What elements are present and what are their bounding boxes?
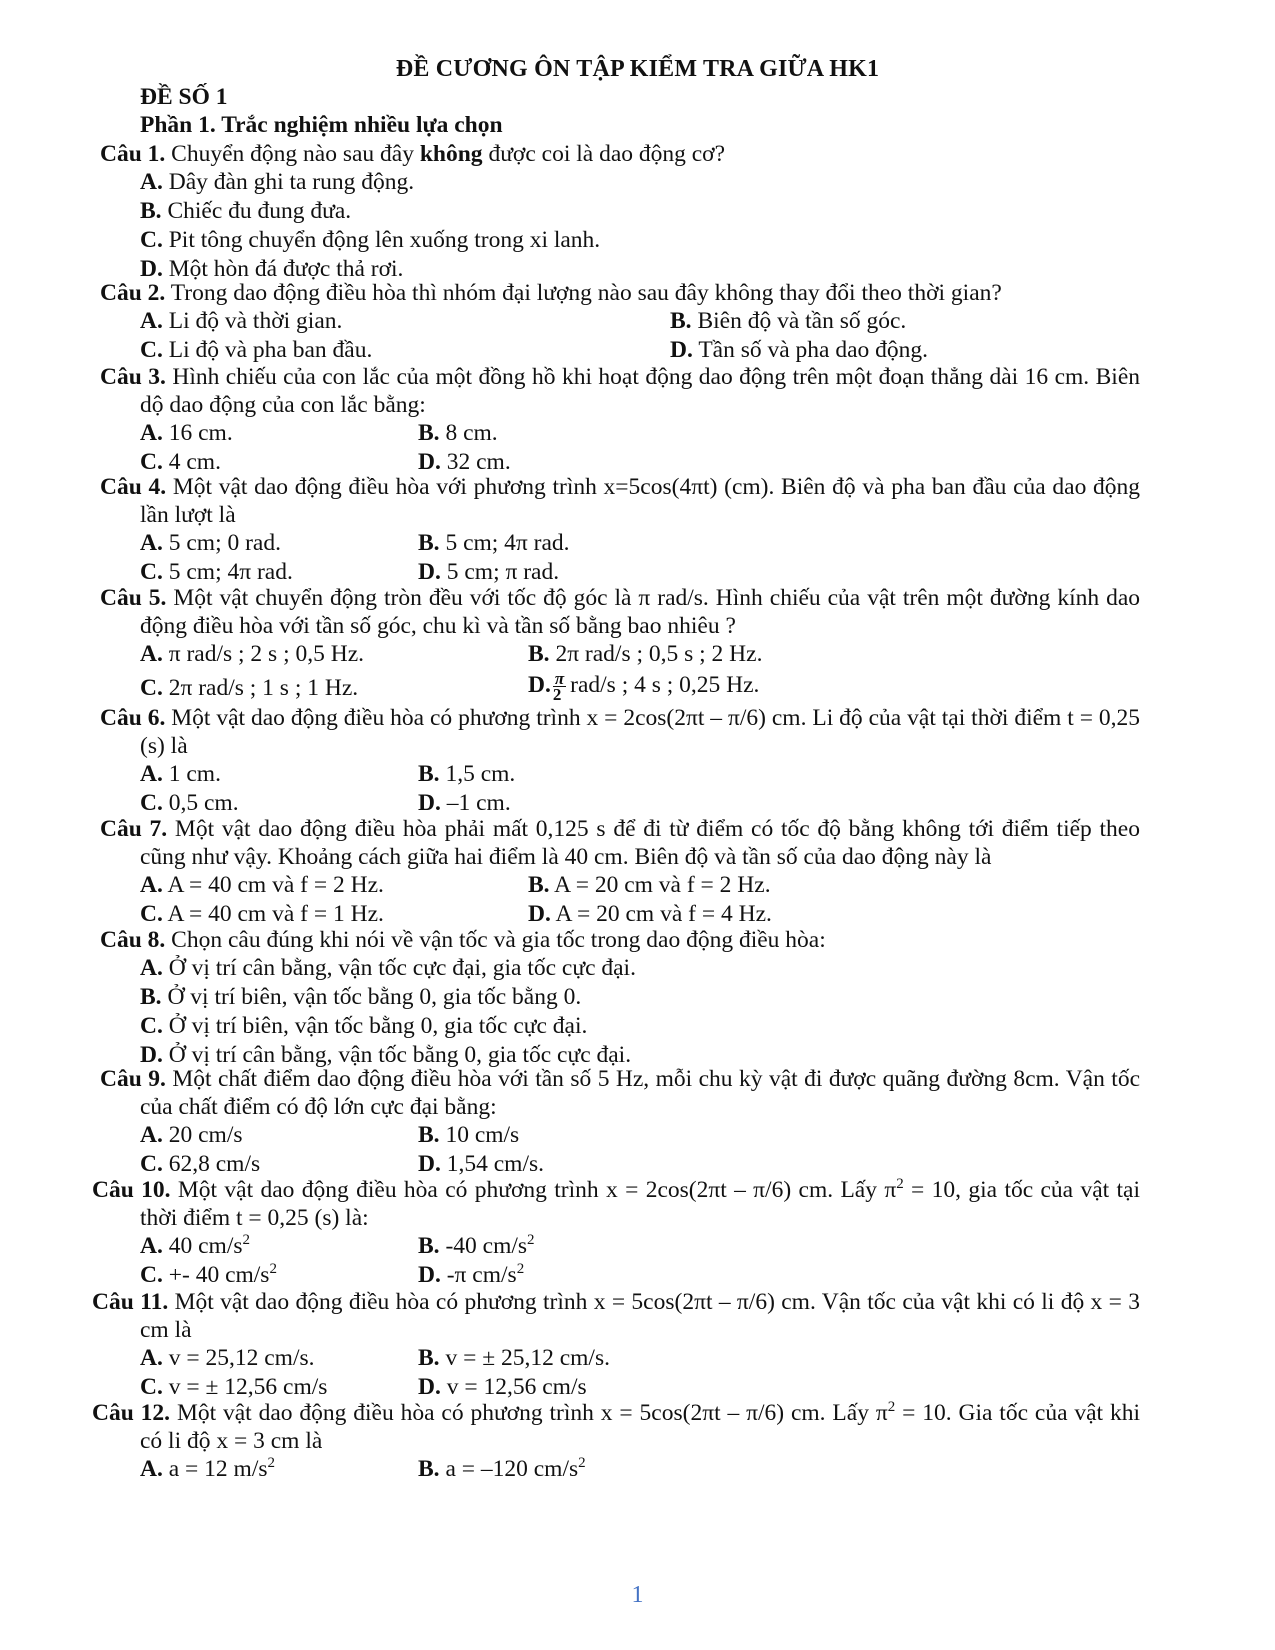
- question-label: Câu 12.: [92, 1400, 171, 1426]
- question-label: Câu 10.: [92, 1177, 171, 1203]
- question-1: Câu 1. Chuyển động nào sau đây không được coi là dao động cơ? A. Dây đàn ghi ta rung động. B. Chiếc đu đung đưa. C. Pit tông chuyển động lên xuống trong xi lanh. D. Một hòn đá được thả rơi.: [100, 141, 726, 282]
- option-a: A. Dây đàn ghi ta rung động.: [140, 169, 415, 195]
- question-label: Câu 1.: [100, 141, 166, 167]
- question-label: Câu 2.: [100, 280, 166, 306]
- option-c: C. 4 cm.: [140, 449, 221, 475]
- option-b: B. a = –120 $cm/s^2$: [418, 1455, 586, 1482]
- option-d: D. 5 cm; π rad.: [418, 559, 560, 585]
- option-b: B. 2π rad/s ; 0,5 s ; 2 Hz.: [528, 641, 763, 667]
- option-a: A. a = 12 $m/s^2$: [140, 1455, 275, 1482]
- option-b: B. 8 cm.: [418, 420, 498, 446]
- option-c: C. 2π rad/s ; 1 s ; 1 Hz.: [140, 675, 359, 701]
- option-b: B. -40 $cm/s^2$: [418, 1232, 535, 1259]
- option-b: B. Ở vị trí biên, vận tốc bằng 0, gia tốc bằng 0.: [140, 984, 582, 1010]
- option-b: B. 5 cm; 4π rad.: [418, 530, 570, 556]
- option-a: A. 5 cm; 0 rad.: [140, 530, 281, 556]
- question-3: Câu 3. Hình chiếu của con lắc của một đồng hồ khi hoạt động dao động trên một đoạn thẳng dài 16 cm. Biên dộ dao động của con lắc bằng: A. 16 cm. B. 8 cm. C. 4 cm. D. 32 cm.: [100, 364, 1141, 475]
- option-a: A. Ở vị trí cân bằng, vận tốc cực đại, gia tốc cực đại.: [140, 955, 636, 981]
- option-c: C. 62,8 cm/s: [140, 1151, 261, 1177]
- question-11: Câu 11. Một vật dao động điều hòa có phương trình x = 5cos(2πt – π/6) cm. Vận tốc của vật khi có li độ x = 3 cm là A. v = 25,12 cm/s. B. v = ± 25,12 cm/s. C. v = ± 12,56 cm/s D. v = 12,56 cm/s: [92, 1289, 1141, 1400]
- document-title: ĐỀ CƯƠNG ÔN TẬP KIỂM TRA GIỮA HK1: [395, 56, 880, 82]
- option-d: D. -π $cm/s^2$: [418, 1261, 525, 1288]
- option-a: A. A = 40 cm và f = 2 Hz.: [140, 872, 384, 898]
- option-b: B. Chiếc đu đung đưa.: [140, 198, 352, 224]
- question-9: Câu 9. Một chất điểm dao động điều hòa với tần số 5 Hz, mỗi chu kỳ vật đi được quãng đường 8cm. Vận tốc của chất điểm có độ lớn cực đại bằng: A. 20 cm/s B. 10 cm/s C. 62,8 cm/s D. 1,54 cm/s.: [100, 1066, 1141, 1177]
- option-b: B. 10 cm/s: [418, 1122, 520, 1148]
- option-c: C. +- 40 $cm/s^2$: [140, 1261, 277, 1288]
- option-c: C. v = ± 12,56 cm/s: [140, 1374, 328, 1400]
- option-d: D. 1,54 cm/s.: [418, 1151, 544, 1177]
- option-a: A. 1 cm.: [140, 761, 221, 787]
- question-label: Câu 4.: [100, 474, 167, 500]
- question-label: Câu 3.: [100, 364, 166, 390]
- option-a: A. v = 25,12 cm/s.: [140, 1345, 315, 1371]
- option-a: A. 16 cm.: [140, 420, 233, 446]
- question-label: Câu 9.: [100, 1066, 166, 1092]
- question-label: Câu 5.: [100, 585, 167, 611]
- pi-over-2-fraction: $\frac{\pi}{2}$: [552, 669, 565, 705]
- option-d: D. Một hòn đá được thả rơi.: [140, 256, 404, 282]
- option-b: B. A = 20 cm và f = 2 Hz.: [528, 872, 771, 898]
- option-d: D. A = 20 cm và f = 4 Hz.: [528, 901, 772, 927]
- option-d: D. $\frac{\pi}{2}$ rad/s ; 4 s ; 0,25 Hz.: [528, 669, 760, 705]
- question-6: Câu 6. Một vật dao động điều hòa có phương trình x = 2cos(2πt – π/6) cm. Li độ của vật tại thời điểm t = 0,25 (s) là A. 1 cm. B. 1,5 cm. C. 0,5 cm. D. –1 cm.: [100, 705, 1140, 816]
- part-heading: Phần 1. Trắc nghiệm nhiều lựa chọn: [140, 112, 503, 138]
- option-c: C. A = 40 cm và f = 1 Hz.: [140, 901, 384, 927]
- question-10: Câu 10. Một vật dao động điều hòa có phương trình x = 2cos(2πt – π/6) cm. Lấy $\pi^2 = 10$, gia tốc của vật tại thời điểm t = 0,25 (s) là: A. 40 $cm/s^2$ B. -40 $cm/s^2$ C. +- 40 $cm/s^2$ D. -π $cm/s^2$: [92, 1176, 1141, 1288]
- question-4: Câu 4. Một vật dao động điều hòa với phương trình x=5cos(4πt) (cm). Biên độ và pha ban đầu của dao động lần lượt là A. 5 cm; 0 rad. B. 5 cm; 4π rad. C. 5 cm; 4π rad. D. 5 cm; π rad.: [100, 474, 1141, 585]
- option-c: C. Pit tông chuyển động lên xuống trong xi lanh.: [140, 227, 601, 253]
- option-d: D. Tần số và pha dao động.: [670, 337, 929, 363]
- question-label: Câu 7.: [100, 816, 168, 842]
- option-b: B. Biên độ và tần số góc.: [670, 308, 907, 334]
- option-d: D. v = 12,56 cm/s: [418, 1374, 587, 1400]
- option-b: B. v = ± 25,12 cm/s.: [418, 1345, 610, 1371]
- option-d: D. 32 cm.: [418, 449, 511, 475]
- exam-number: ĐỀ SỐ 1: [140, 84, 228, 110]
- option-c: C. 5 cm; 4π rad.: [140, 559, 293, 585]
- option-a: A. π rad/s ; 2 s ; 0,5 Hz.: [140, 641, 365, 667]
- option-a: A. 20 cm/s: [140, 1122, 243, 1148]
- option-d: D. –1 cm.: [418, 790, 511, 816]
- option-c: C. 0,5 cm.: [140, 790, 239, 816]
- option-c: C. Li độ và pha ban đầu.: [140, 337, 373, 363]
- question-label: Câu 6.: [100, 705, 166, 731]
- question-8: Câu 8. Chọn câu đúng khi nói về vận tốc và gia tốc trong dao động điều hòa: A. Ở vị trí cân bằng, vận tốc cực đại, gia tốc cực đại. B. Ở vị trí biên, vận tốc bằng 0, gia tốc bằng 0. C. Ở vị trí biên, vận tốc bằng 0, gia tốc cực đại. D. Ở vị trí cân bằng, vận tốc bằng 0, gia tốc cực đại.: [100, 927, 826, 1068]
- question-label: Câu 8.: [100, 927, 166, 953]
- option-a: A. Li độ và thời gian.: [140, 308, 343, 334]
- question-5: Câu 5. Một vật chuyển động tròn đều với tốc độ góc là π rad/s. Hình chiếu của vật trên một đường kính dao động điều hòa với tần số góc, chu kì và tần số bằng bao nhiêu ? A. π rad/s ; 2 s ; 0,5 Hz. B. 2π rad/s ; 0,5 s ; 2 Hz. C. 2π rad/s ; 1 s ; 1 Hz. D. $\frac{\pi}{2}$ rad/s ; 4 s ; 0,25 Hz.: [100, 585, 1141, 705]
- option-a: A. 40 $cm/s^2$: [140, 1232, 250, 1259]
- option-b: B. 1,5 cm.: [418, 761, 516, 787]
- option-d: D. Ở vị trí cân bằng, vận tốc bằng 0, gia tốc cực đại.: [140, 1042, 632, 1068]
- question-12: Câu 12. Một vật dao động điều hòa có phương trình x = 5cos(2πt – π/6) cm. Lấy $\pi^2 = 10$. Gia tốc của vật khi có li độ x = 3 cm là A. a = 12 $m/s^2$ B. a = –120 $cm/s^2$: [92, 1399, 1141, 1482]
- option-c: C. Ở vị trí biên, vận tốc bằng 0, gia tốc cực đại.: [140, 1013, 588, 1039]
- page-number: 1: [631, 1582, 644, 1608]
- question-2: Câu 2. Trong dao động điều hòa thì nhóm đại lượng nào sau đây không thay đổi theo thời gian? A. Li độ và thời gian. B. Biên độ và tần số góc. C. Li độ và pha ban đầu. D. Tần số và pha dao động.: [100, 280, 1002, 363]
- question-label: Câu 11.: [92, 1289, 169, 1315]
- question-7: Câu 7. Một vật dao động điều hòa phải mất 0,125 s để đi từ điểm có tốc độ bằng không tới điểm tiếp theo cũng như vậy. Khoảng cách giữa hai điểm là 40 cm. Biên độ và tần số của dao động này là A. A = 40 cm và f = 2 Hz. B. A = 20 cm và f = 2 Hz. C. A = 40 cm và f = 1 Hz. D. A = 20 cm và f = 4 Hz.: [100, 816, 1140, 927]
